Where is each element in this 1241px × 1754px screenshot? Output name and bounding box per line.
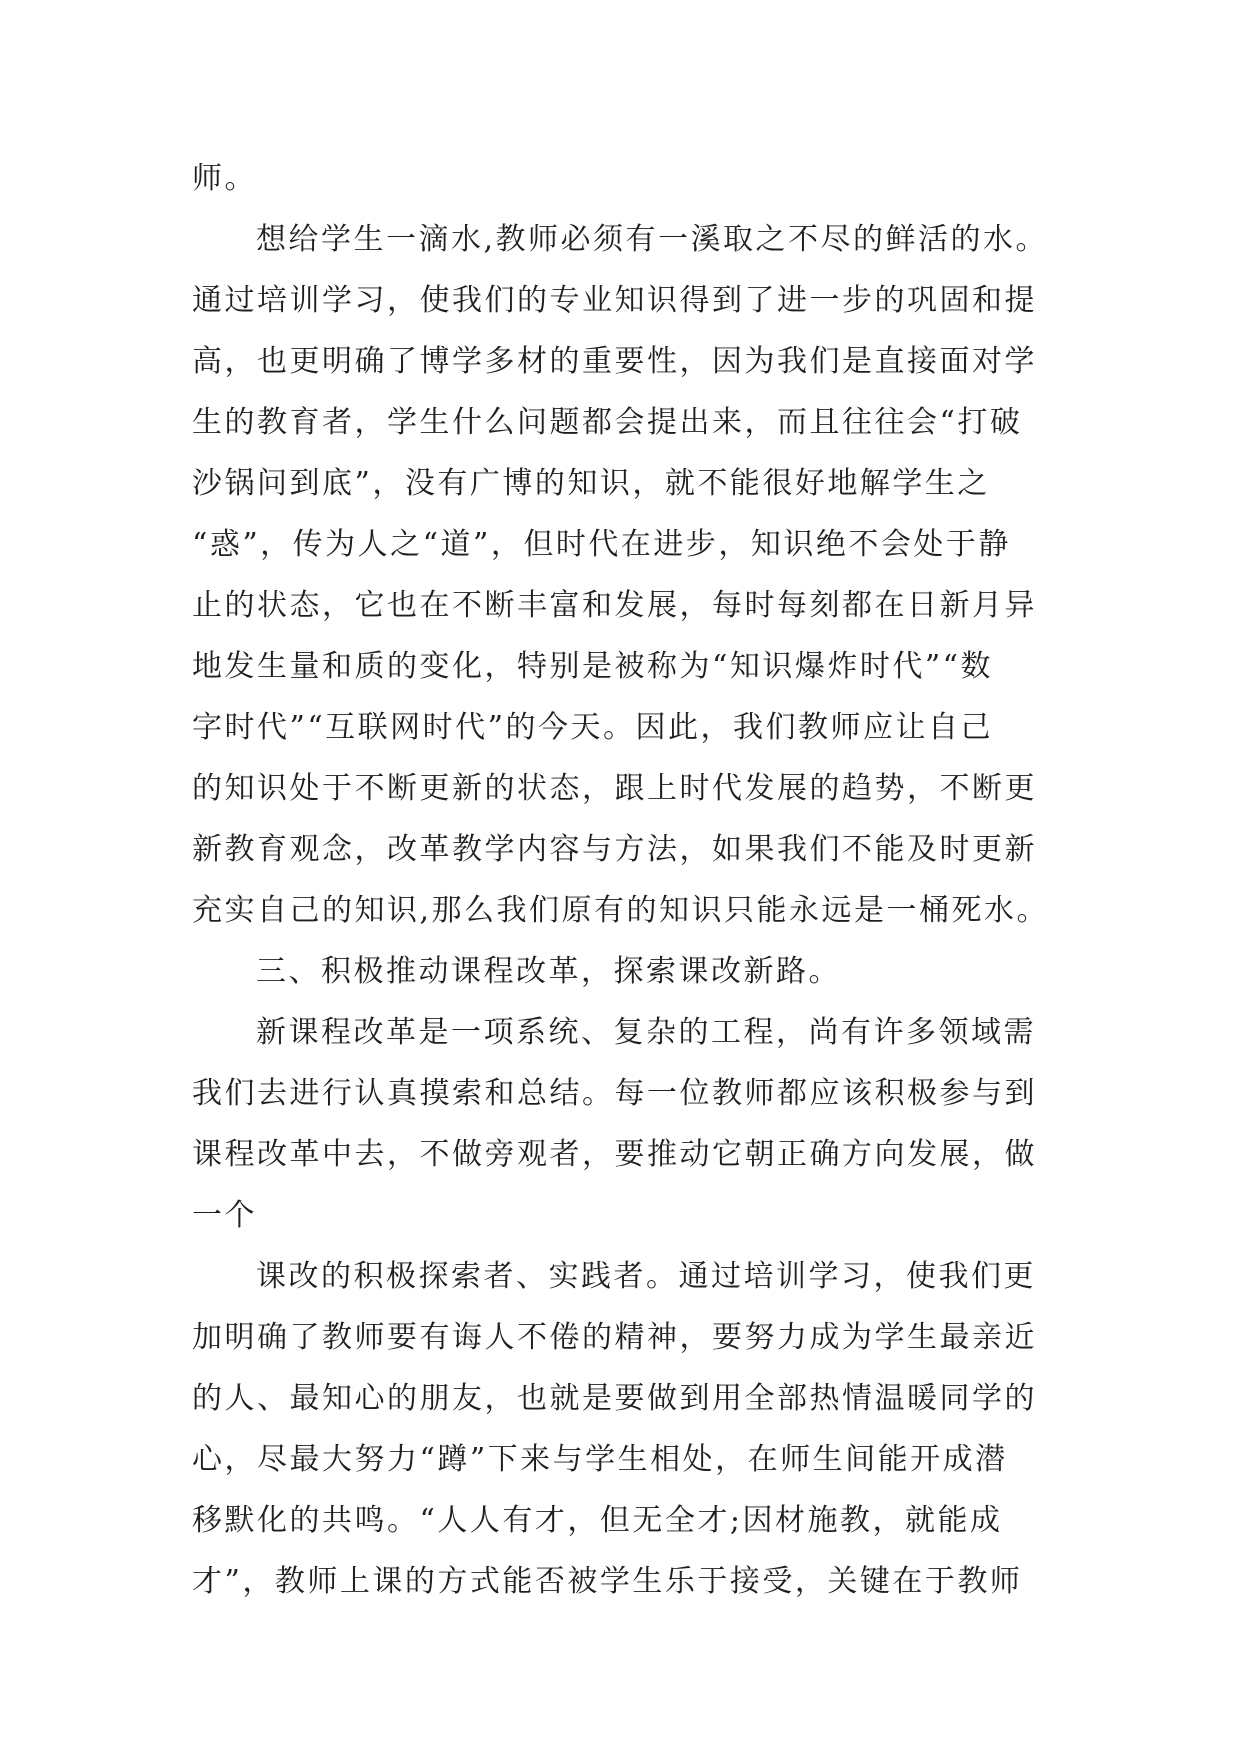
text-line: 通过培训学习，使我们的专业知识得到了进一步的巩固和提 [192, 283, 1037, 318]
text-line: 地发生量和质的变化，特别是被称为“知识爆炸时代”“数 [192, 649, 994, 684]
text-line: 师。 [192, 161, 257, 196]
text-line: 我们去进行认真摸索和总结。每一位教师都应该积极参与到 [192, 1076, 1037, 1111]
text-line: 才”，教师上课的方式能否被学生乐于接受，关键在于教师 [192, 1564, 1023, 1599]
text-line: 新教育观念，改革教学内容与方法，如果我们不能及时更新 [192, 832, 1037, 867]
text-line: 三、积极推动课程改革，探索课改新路。 [256, 954, 841, 989]
text-line: “惑”，传为人之“道”，但时代在进步，知识绝不会处于静 [192, 527, 1011, 562]
text-line: 加明确了教师要有诲人不倦的精神，要努力成为学生最亲近 [192, 1320, 1037, 1355]
text-line: 止的状态，它也在不断丰富和发展，每时每刻都在日新月异 [192, 588, 1037, 623]
text-line: 的人、最知心的朋友，也就是要做到用全部热情温暖同学的 [192, 1381, 1037, 1416]
text-line: 新课程改革是一项系统、复杂的工程，尚有许多领域需 [256, 1015, 1036, 1050]
text-line: 课改的积极探索者、实践者。通过培训学习，使我们更 [256, 1259, 1036, 1294]
text-line: 字时代”“互联网时代”的今天。因此，我们教师应让自己 [192, 710, 994, 745]
text-line: 课程改革中去，不做旁观者，要推动它朝正确方向发展，做 [192, 1137, 1037, 1172]
text-line: 沙锅问到底”，没有广博的知识，就不能很好地解学生之 [192, 466, 990, 501]
text-line: 生的教育者，学生什么问题都会提出来，而且往往会“打破 [192, 405, 1023, 440]
text-line: 的知识处于不断更新的状态，跟上时代发展的趋势，不断更 [192, 771, 1037, 806]
text-line: 想给学生一滴水,教师必须有一溪取之不尽的鲜活的水。 [256, 222, 1049, 257]
text-line: 心，尽最大努力“蹲”下来与学生相处，在师生间能开成潜 [192, 1442, 1008, 1477]
text-line: 充实自己的知识,那么我们原有的知识只能永远是一桶死水。 [192, 893, 1050, 928]
document-body [192, 148, 1092, 1612]
text-line: 高，也更明确了博学多材的重要性，因为我们是直接面对学 [192, 344, 1037, 379]
text-line: 移默化的共鸣。“人人有才，但无全才;因材施教，就能成 [192, 1503, 1003, 1538]
text-line: 一个 [192, 1198, 257, 1233]
